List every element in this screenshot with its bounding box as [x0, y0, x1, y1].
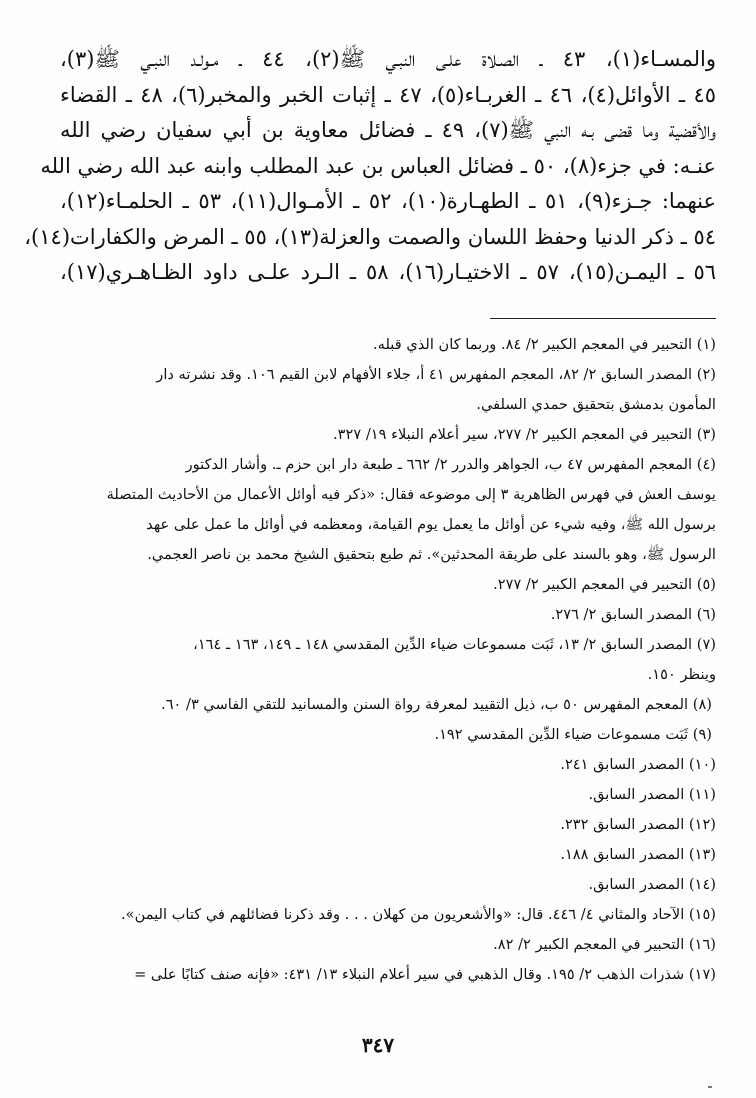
footnote-12: [62, 810, 716, 840]
main-text-line: والأقضية وما قضى بـه النبي ﷺ(٧)، ٤٩ ـ فضائل معاوية بن أبي سفيان رضي الله: [60, 118, 716, 142]
footnote-15: [62, 900, 716, 930]
footnote-line: يوسف العش في فهرس الظاهرية ٣ إلى موضوعه فقال: «ذكر فيه أوائل الأعمال من الأحاديث المتصلة: [106, 486, 716, 503]
footnote-line: (٤) المعجم المفهرس ٤٧ ب، الجواهر والدرر ٢/ ٦٦٢ ـ طبعة دار ابن حزم ـ. وأشار الدكتور: [185, 456, 716, 473]
main-text-line: عنـه: في جزء(٨)، ٥٠ ـ فضائل العباس بن عبد المطلب وابنه عبد الله رضي الله: [40, 153, 716, 178]
footnote-11: [62, 780, 716, 810]
main-text-line: عنهما: جـزء(٩)، ٥١ ـ الطهـارة(١٠)، ٥٢ ـ الأمـوال(١١)، ٥٣ ـ الحلمـاء(١٢)،: [60, 189, 716, 213]
footnote-line: (١٧) شذرات الذهب ٢/ ١٩٥. وقال الذهبي في سير أعلام النبلاء ١٣/ ٤٣١: «فإنه صنف كتابًا على =: [134, 966, 716, 983]
footnote-line: الرسول ﷺ، وهو بالسند على طريقة المحدثين». ثم طبع بتحقيق الشيخ محمد بن ناصر العجمي.: [147, 546, 716, 563]
footnote-6: [62, 600, 716, 630]
footnote-line: (٨) المعجم المفهرس ٥٠ ب، ذيل التقييد لمعرفة رواة السنن والمسانيد للتقي الفاسي ٣/ ٦٠.: [161, 696, 712, 713]
page-number: ٣٤٧: [361, 1033, 395, 1057]
footnote-1: [62, 330, 716, 360]
footnote-line: (٢) المصدر السابق ٢/ ٨٢، المعجم المفهرس ٤١ أ، جلاء الأفهام لابن القيم ١٠٦. وقد نشرته دار: [156, 366, 716, 383]
footnote-3: [62, 420, 716, 450]
main-text-line: ٤٥ ـ الأوائل(٤)، ٤٦ ـ الغربـاء(٥)، ٤٧ ـ إثبات الخبر والمخبر(٦)، ٤٨ ـ القضاء: [60, 82, 717, 107]
footnote-line: (١٠) المصدر السابق ٢٤١.: [560, 756, 716, 773]
main-text-block: [24, 42, 717, 291]
footnotes-block: [62, 330, 716, 990]
footnote-line: (١٥) الآحاد والمثاني ٤/ ٤٤٦. قال: «والأشعريون من كهلان . . . وقد ذكرنا فضائلهم في كتاب اليمن».: [121, 906, 716, 923]
footnote-line: (١) التحبير في المعجم الكبير ٢/ ٨٤. وربما كان الذي قبله.: [373, 336, 716, 353]
footnote-line: (٦) المصدر السابق ٢/ ٢٧٦.: [550, 606, 716, 623]
footnote-line: برسول الله ﷺ، وفيه شيء عن أوائل ما يعمل يوم القيامة، ومعظمه في أوائل ما عمل على عهد: [146, 516, 716, 533]
footnote-4: [62, 450, 716, 570]
footnote-line: (٣) التحبير في المعجم الكبير ٢/ ٢٧٧، سير أعلام النبلاء ١٩/ ٣٢٧.: [333, 426, 716, 443]
footnote-16: [62, 930, 716, 960]
footnote-line: (١٣) المصدر السابق ١٨٨.: [560, 846, 716, 863]
footnote-line: (٥) التحبير في المعجم الكبير ٢/ ٢٧٧.: [493, 576, 716, 593]
footnote-14: [62, 870, 716, 900]
main-text-line: ٥٦ ـ اليمـن(١٥)، ٥٧ ـ الاختيـار(١٦)، ٥٨ ـ الـرد علـى داود الظـاهـري(١٧)،: [60, 260, 717, 284]
main-text-line: ٥٤ ـ ذكر الدنيا وحفظ اللسان والصمت والعزلة(١٣)، ٥٥ ـ المرض والكفارات(١٤)،: [24, 224, 716, 249]
footnote-10: [62, 750, 716, 780]
footnote-line: (١١) المصدر السابق.: [588, 786, 716, 803]
footnote-5: [62, 570, 716, 600]
footnote-17: [62, 960, 716, 990]
footnote-9: [62, 720, 716, 750]
footnote-line: (٧) المصدر السابق ٢/ ١٣، ثَبَت مسموعات ضياء الدِّين المقدسي ١٤٨ ـ ١٤٩، ١٦٣ ـ ١٦٤،: [193, 636, 716, 653]
scan-mark: [708, 1086, 712, 1088]
footnote-line: (٩) ثَبَت مسموعات ضياء الدِّين المقدسي ١٩٢.: [434, 726, 712, 743]
main-text-line: والمسـاء(١)، ٤٣ ـ الصـلاة علـى النبـي ﷺ(٢)، ٤٤ ـ مـولـد النبـي ﷺ(٣)،: [60, 47, 716, 71]
footnote-line: (١٢) المصدر السابق ٢٣٢.: [560, 816, 716, 833]
footnote-line: (١٤) المصدر السابق.: [588, 876, 716, 893]
footnote-line: المأمون بدمشق بتحقيق حمدي السلفي.: [476, 396, 716, 413]
footnote-line: (١٦) التحبير في المعجم الكبير ٢/ ٨٢.: [493, 936, 716, 953]
footnote-line: وينظر ١٥٠.: [647, 666, 716, 683]
footnote-13: [62, 840, 716, 870]
footnote-7: [62, 630, 716, 690]
footnote-8: [62, 690, 716, 720]
footnote-2: [62, 360, 716, 420]
footnote-separator: [490, 318, 716, 319]
